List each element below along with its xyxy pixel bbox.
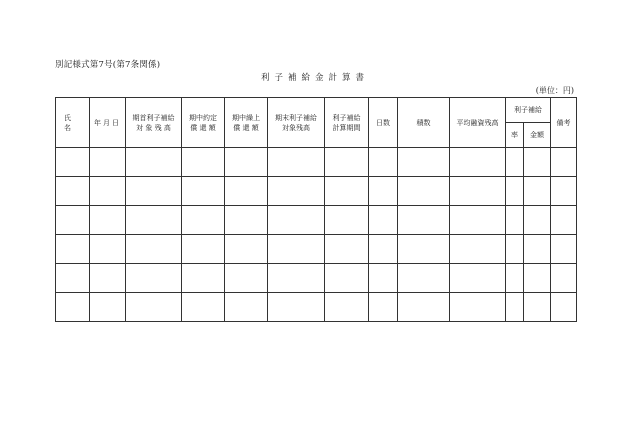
table-cell[interactable] — [524, 235, 551, 264]
table-cell[interactable] — [369, 235, 398, 264]
col-header-scheduled-repayment: 期中約定 償 還 額 — [182, 98, 225, 148]
col-header-closing-balance: 期末利子補給 対象残高 — [268, 98, 325, 148]
col-header-name: 氏 名 — [56, 98, 90, 148]
table-cell[interactable] — [398, 264, 450, 293]
table-cell[interactable] — [126, 264, 182, 293]
col-header-subsidy-group: 利子補給 — [506, 98, 551, 123]
table-cell[interactable] — [90, 148, 126, 177]
table-row — [56, 177, 577, 206]
table-cell[interactable] — [268, 177, 325, 206]
table-cell[interactable] — [225, 206, 268, 235]
table-cell[interactable] — [369, 148, 398, 177]
table-cell[interactable] — [398, 206, 450, 235]
table-cell[interactable] — [325, 177, 369, 206]
table-cell[interactable] — [90, 264, 126, 293]
table-cell[interactable] — [398, 235, 450, 264]
table-cell[interactable] — [56, 264, 90, 293]
table-cell[interactable] — [56, 235, 90, 264]
table-cell[interactable] — [398, 177, 450, 206]
table-cell[interactable] — [325, 148, 369, 177]
table-cell[interactable] — [551, 177, 577, 206]
table-cell[interactable] — [398, 148, 450, 177]
table-cell[interactable] — [268, 264, 325, 293]
table-cell[interactable] — [450, 148, 506, 177]
table-cell[interactable] — [524, 293, 551, 322]
table-cell[interactable] — [369, 293, 398, 322]
table-cell[interactable] — [506, 177, 524, 206]
table-cell[interactable] — [524, 148, 551, 177]
table-cell[interactable] — [524, 177, 551, 206]
table-cell[interactable] — [56, 293, 90, 322]
col-header-early-repayment: 期中繰上 償 還 額 — [225, 98, 268, 148]
table-cell[interactable] — [325, 293, 369, 322]
table-cell[interactable] — [325, 235, 369, 264]
table-cell[interactable] — [90, 206, 126, 235]
table-cell[interactable] — [369, 264, 398, 293]
table-cell[interactable] — [126, 206, 182, 235]
col-header-calc-period: 利子補給 計算期間 — [325, 98, 369, 148]
col-header-date: 年月日 — [90, 98, 126, 148]
table-cell[interactable] — [225, 293, 268, 322]
col-header-opening-balance: 期首利子補給 対 象 残 高 — [126, 98, 182, 148]
table-cell[interactable] — [268, 293, 325, 322]
table-row — [56, 206, 577, 235]
table-cell[interactable] — [506, 206, 524, 235]
unit-note: (単位：円) — [535, 86, 574, 95]
table-cell[interactable] — [369, 206, 398, 235]
table-cell[interactable] — [551, 206, 577, 235]
table-cell[interactable] — [369, 177, 398, 206]
table-cell[interactable] — [182, 206, 225, 235]
table-cell[interactable] — [225, 264, 268, 293]
table-cell[interactable] — [325, 206, 369, 235]
form-reference: 別記様式第7号(第7条関係) — [55, 60, 161, 70]
table-cell[interactable] — [450, 293, 506, 322]
table-cell[interactable] — [56, 177, 90, 206]
table-cell[interactable] — [506, 293, 524, 322]
interest-subsidy-table — [55, 97, 577, 322]
table-cell[interactable] — [524, 206, 551, 235]
table-cell[interactable] — [551, 235, 577, 264]
table-row — [56, 293, 577, 322]
table-cell[interactable] — [450, 177, 506, 206]
col-header-subsidy-rate: 率 — [506, 123, 524, 148]
table-cell[interactable] — [90, 235, 126, 264]
table-cell[interactable] — [450, 206, 506, 235]
col-header-remarks: 備考 — [551, 98, 577, 148]
table-cell[interactable] — [225, 235, 268, 264]
col-header-product: 積数 — [398, 98, 450, 148]
table-cell[interactable] — [524, 264, 551, 293]
table-row — [56, 264, 577, 293]
table-cell[interactable] — [551, 293, 577, 322]
table-cell[interactable] — [225, 177, 268, 206]
table-cell[interactable] — [56, 148, 90, 177]
table-cell[interactable] — [325, 264, 369, 293]
table-cell[interactable] — [182, 264, 225, 293]
table-cell[interactable] — [268, 235, 325, 264]
table-cell[interactable] — [506, 264, 524, 293]
col-header-avg-balance: 平均融資残高 — [450, 98, 506, 148]
table-cell[interactable] — [56, 206, 90, 235]
form-title: 利子補給金計算書 — [260, 73, 369, 83]
table-cell[interactable] — [551, 148, 577, 177]
table-cell[interactable] — [90, 293, 126, 322]
col-header-days: 日数 — [369, 98, 398, 148]
table-cell[interactable] — [126, 235, 182, 264]
table-cell[interactable] — [551, 264, 577, 293]
table-cell[interactable] — [126, 177, 182, 206]
table-cell[interactable] — [90, 177, 126, 206]
table-cell[interactable] — [450, 235, 506, 264]
table-cell[interactable] — [126, 293, 182, 322]
table-row — [56, 235, 577, 264]
table-cell[interactable] — [225, 148, 268, 177]
table-cell[interactable] — [268, 206, 325, 235]
table-cell[interactable] — [398, 293, 450, 322]
table-cell[interactable] — [506, 235, 524, 264]
col-header-subsidy-amount: 金額 — [524, 123, 551, 148]
table-cell[interactable] — [182, 235, 225, 264]
table-cell[interactable] — [450, 264, 506, 293]
table-cell[interactable] — [506, 148, 524, 177]
table-cell[interactable] — [182, 148, 225, 177]
table-cell[interactable] — [126, 148, 182, 177]
table-row — [56, 148, 577, 177]
table-cell[interactable] — [268, 148, 325, 177]
table-cell[interactable] — [182, 293, 225, 322]
table-cell[interactable] — [182, 177, 225, 206]
